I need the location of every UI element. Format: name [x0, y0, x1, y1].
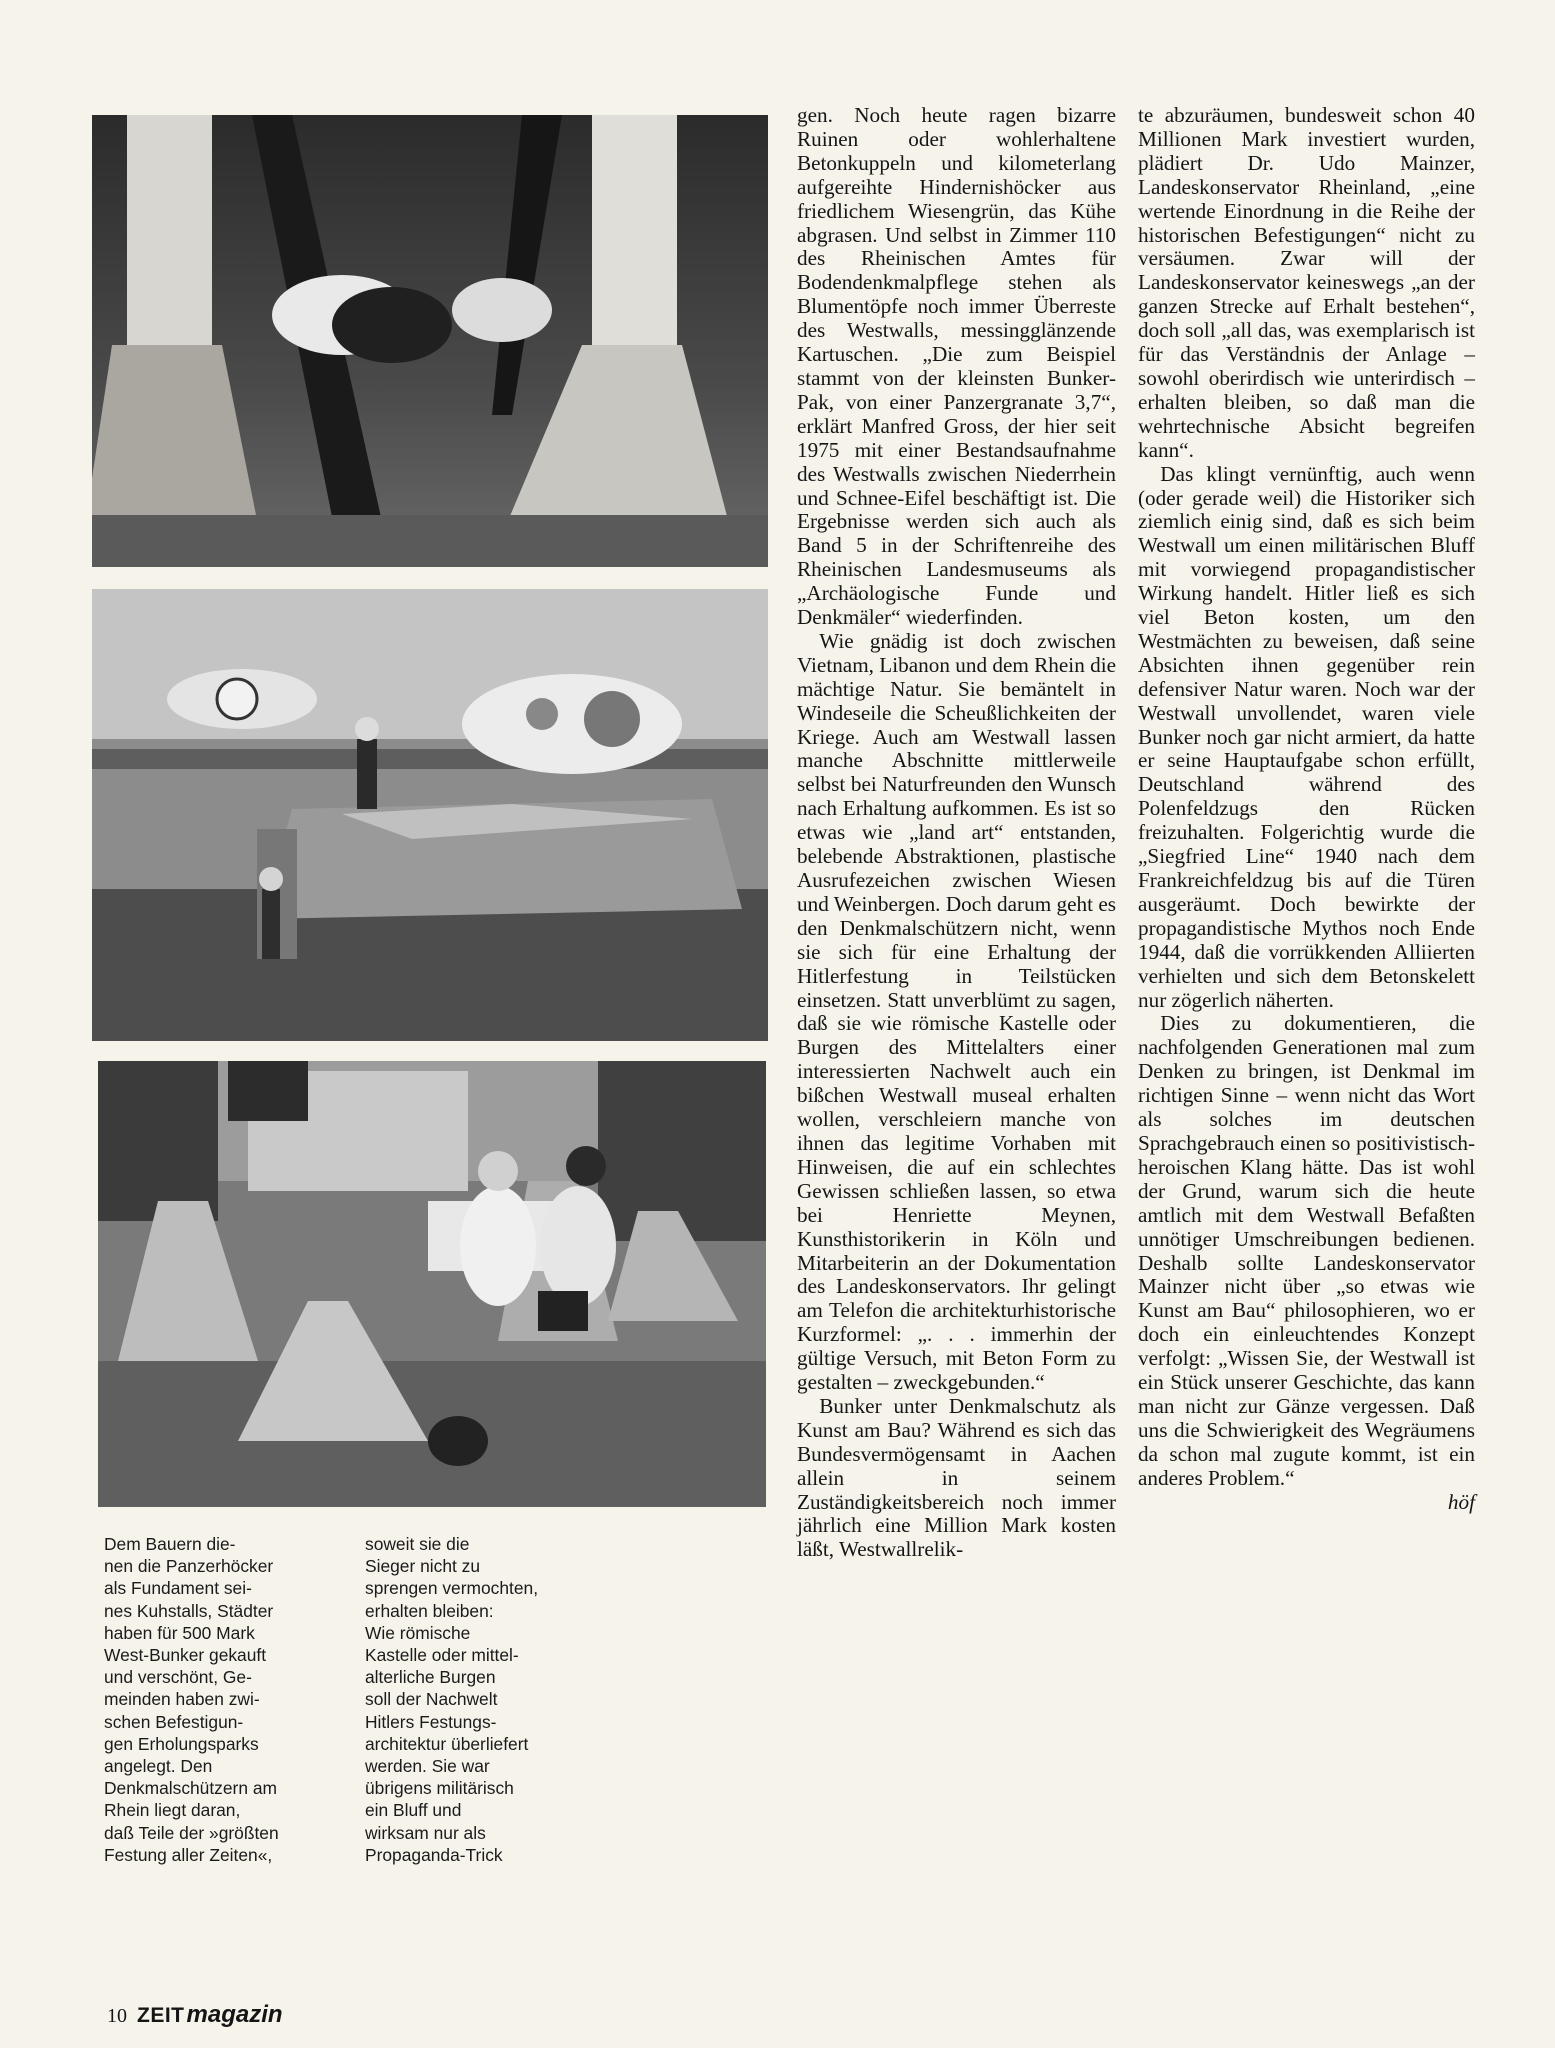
page-footer: [107, 2001, 283, 2029]
paragraph: Dies zu dokumentieren, die nachfolgenden Generationen mal zum Denken zu bringen, ist Denkmal im richtigen Sinne – wenn nicht das Wort als solches im deutschen Sprachgebrauch einen so positivistisch-heroischen Klang hätte. Das ist wohl der Grund, warum sich die heute amtlich mit dem Westwall Befaßten unnötiger Umschreibungen bedienen. Deshalb sollte Landeskonservator Mainzer nicht über „so etwas wie Kunst am Bau“ philosophieren, wo er doch ein einleuchtendes Konzept verfolgt: „Wissen Sie, der Westwall ist ein Stück unserer Geschichte, das kann man nicht zur Gänze vergessen. Daß uns die Schwierigkeit des Wegräumens da schon mal zugute kommt, ist ein anderes Problem.“: [1138, 1011, 1475, 1490]
painted-bunker-photo: [92, 589, 768, 1041]
article-column-middle: [797, 104, 1116, 1562]
brand-magazin: magazin: [186, 2001, 283, 2028]
photo-caption-left: Dem Bauern die- nen die Panzerhöcker als Fundament sei- nes Kuhstalls, Städter haben für 500 Mark West-Bunker gekauft und verschönt, Ge- meinden haben zwi- schen Befestigun- gen Erholungsparks angelegt. Den Denkmalschützern am Rhein liegt daran, daß Teile der »größten Festung aller Zeiten«,: [104, 1534, 279, 1865]
paragraph: Das klingt vernünftig, auch wenn (oder gerade weil) die Historiker sich ziemlich einig sind, daß es sich beim Westwall um einen militärischen Bluff mit vorwiegend propagandistischer Wirkung handelt. Hitler ließ es sich viel Beton kosten, um den Westmächten zu beweisen, daß seine Absichten ihnen gegenüber rein defensiver Natur waren. Noch war der Westwall unvollendet, waren viele Bunker noch gar nicht armiert, da hatte er seine Hauptaufgabe schon erfüllt, Deutschland während des Polenfeldzugs den Rücken freizuhalten. Folgerichtig wurde die „Siegfried Line“ 1940 nach dem Frankreichfeldzug bis auf die Türen ausgeräumt. Doch bewirkte der propagandistische Mythos noch Ende 1944, daß die vorrükkenden Alliierten verhielten und sich dem Betonskelett nur zögerlich näherten.: [1138, 461, 1475, 1012]
article-column-right: [1138, 104, 1475, 1514]
author-signature: höf: [1447, 1489, 1475, 1514]
brand-zeit: ZEIT: [137, 2004, 185, 2027]
garden-bench-photo: [98, 1061, 766, 1507]
paragraph: Wie gnädig ist doch zwischen Vietnam, Libanon und dem Rhein die mächtige Natur. Sie bemäntelt in Windeseile die Scheußlichkeiten der Kriege. Auch am Westwall lassen manche Abschnitte mittlerweile selbst bei Naturfreunden den Wunsch nach Erhaltung aufkommen. Es ist so etwas wie „land art“ entstanden, belebende Abstraktionen, plastische Ausrufezeichen zwischen Wiesen und Weinbergen. Doch darum geht es den Denkmalschützern nicht, wenn sie sich für eine Erhaltung der Hitlerfestung in Teilstücken einsetzen. Statt unverblümt zu sagen, daß sie wie römische Kastelle oder Burgen des Mittelalters einer interessierten Nachwelt auch ein bißchen Westwall museal erhalten wollen, verschleiern manche von ihnen das legitime Vorhaben mit Hinweisen, die auf ein schlechtes Gewissen schließen lassen, so etwa bei Henriette Meynen, Kunsthistorikerin in Köln und Mitarbeiterin an der Dokumentation des Landeskonservators. Ihr gelingt am Telefon die architekturhistorische Kurzformel: „. . . immerhin der gültige Versuch, mit Beton Form zu gestalten – zweckgebunden.“: [797, 628, 1116, 1395]
paragraph: Bunker unter Denkmalschutz als Kunst am Bau? Während es sich das Bundesvermögensamt in Aachen allein in seinem Zuständigkeitsbereich noch immer jährlich eine Million Mark kosten läßt, Westwallrelik-: [797, 1393, 1116, 1562]
cows-stall-photo: [92, 115, 768, 567]
paragraph: gen. Noch heute ragen bizarre Ruinen oder wohlerhaltene Betonkuppeln und kilometerlang aufgereihte Hindernishöcker aus friedlichem Wiesengrün, das Kühe abgrasen. Und selbst in Zimmer 110 des Rheinischen Amtes für Bodendenkmalpflege stehen als Blumentöpfe noch immer Überreste des Westwalls, messingglänzende Kartuschen. „Die zum Beispiel stammt von der kleinsten Bunker-Pak, von einer Panzergranate 3,7“, erklärt Manfred Gross, der hier seit 1975 mit einer Bestandsaufnahme des Westwalls zwischen Niederrhein und Schnee-Eifel beschäftigt ist. Die Ergebnisse werden sich auch als Band 5 in der Schriftenreihe des Rheinischen Landesmuseums als „Archäologische Funde und Denkmäler“ wiederfinden.: [797, 103, 1116, 630]
paragraph: te abzuräumen, bundesweit schon 40 Millionen Mark investiert wurden, plädiert Dr. Udo Mainzer, Landeskonservator Rheinland, „eine wertende Einordnung in die Reihe der historischen Befestigungen“ nicht zu versäumen. Zwar will der Landeskonservator keineswegs „an der ganzen Strecke auf Erhalt bestehen“, doch soll „all das, was exemplarisch ist für das Verständnis der Anlage – sowohl oberirdisch wie unterirdisch – erhalten bleiben, so daß man die wehrtechnische Absicht begreifen kann“.: [1138, 103, 1475, 462]
photo-caption-right: soweit sie die Sieger nicht zu sprengen vermochten, erhalten bleiben: Wie römische Kastelle oder mittel- alterliche Burgen soll der Nachwelt Hitlers Festungs- architektur überliefert werden. Sie war übrigens militärisch ein Bluff und wirksam nur als Propaganda-Trick: [365, 1534, 539, 1865]
page-number: 10: [107, 2005, 127, 2027]
